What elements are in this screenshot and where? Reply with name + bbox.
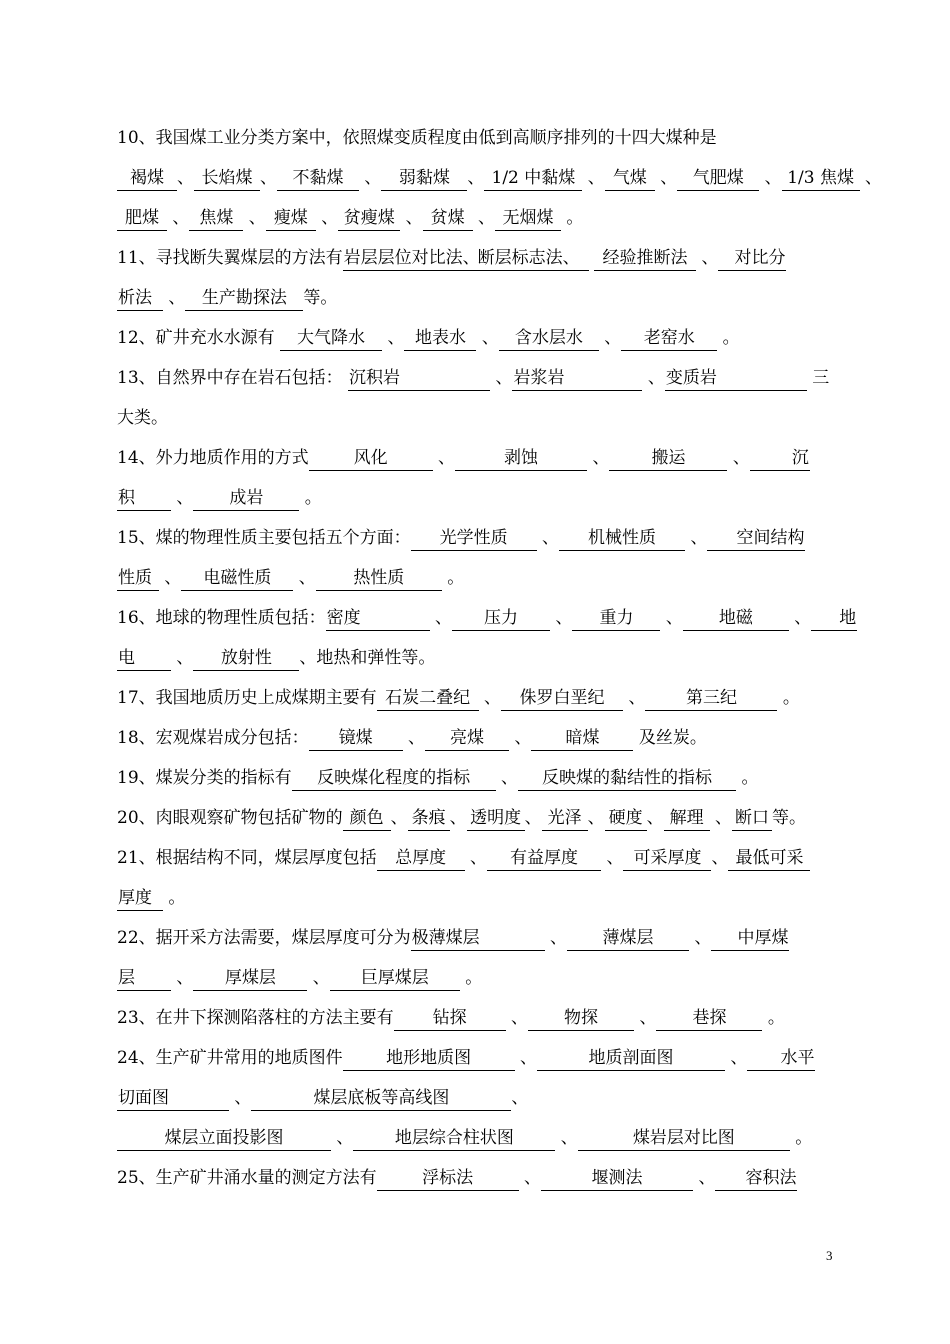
answer-blank: 析法 bbox=[117, 286, 163, 311]
question-text: 20、肉眼观察矿物包括矿物的 bbox=[117, 808, 343, 828]
answer-blank: 放射性 bbox=[193, 646, 299, 671]
answer-blank: 肥煤 bbox=[117, 206, 167, 231]
question-24-cont-1: 切面图 、 煤层底板等高线图 、 bbox=[117, 1082, 835, 1114]
question-13: 13、自然界中存在岩石包括： 沉积岩 、岩浆岩 、变质岩 三 bbox=[117, 362, 835, 394]
answer-blank: 搬运 bbox=[609, 446, 727, 471]
answer-blank: 风化 bbox=[309, 446, 433, 471]
question-13-cont bbox=[117, 402, 835, 434]
answer-blank: 焦煤 bbox=[189, 206, 243, 231]
answer-blank: 煤层立面投影图 bbox=[117, 1126, 331, 1151]
answer-blank: 光学性质 bbox=[411, 526, 537, 551]
answer-blank: 含水层水 bbox=[499, 326, 599, 351]
answer-blank: 可采厚度 bbox=[623, 846, 711, 871]
answer-blank: 颜色 bbox=[343, 806, 391, 831]
question-22: 22、据开采方法需要，煤层厚度可分为极薄煤层 、 薄煤层 、 中厚煤 bbox=[117, 922, 835, 954]
answer-blank: 成岩 bbox=[193, 486, 299, 511]
question-16-cont: 电 、 放射性 、地热和弹性等。 bbox=[117, 642, 835, 674]
answer-blank: 贫瘦煤 bbox=[338, 206, 400, 231]
answer-blank: 硬度 bbox=[605, 806, 647, 831]
question-24-cont-2: 煤层立面投影图 、 地层综合柱状图 、 煤岩层对比图 。 bbox=[117, 1122, 835, 1154]
answer-blank: 煤岩层对比图 bbox=[578, 1126, 790, 1151]
answer-blank: 老窑水 bbox=[621, 326, 717, 351]
question-14: 14、外力地质作用的方式 风化 、 剥蚀 、 搬运 、 沉 bbox=[117, 442, 835, 474]
question-11-cont: 析法 、 生产勘探法 等。 bbox=[117, 282, 835, 314]
question-text: 18、宏观煤岩成分包括： bbox=[117, 728, 309, 748]
answer-blank: 光泽 bbox=[542, 806, 588, 831]
answer-blank: 不黏煤 bbox=[277, 166, 359, 191]
answer-blank: 中厚煤 bbox=[711, 926, 789, 951]
answer-blank: 最低可采 bbox=[728, 846, 810, 871]
answer-blank: 地形地质图 bbox=[343, 1046, 515, 1071]
answer-blank: 巷探 bbox=[656, 1006, 762, 1031]
answer-blank: 暗煤 bbox=[531, 726, 633, 751]
answer-blank: 剥蚀 bbox=[455, 446, 587, 471]
answer-blank: 变质岩 bbox=[665, 366, 807, 391]
question-12: 12、矿井充水水源有 大气降水 、 地表水 、 含水层水 、 老窑水 。 bbox=[117, 322, 835, 354]
question-text: 10、我国煤工业分类方案中，依照煤变质程度由低到高顺序排列的十四大煤种是 bbox=[117, 128, 717, 148]
answer-blank: 地层综合柱状图 bbox=[353, 1126, 555, 1151]
suffix-text: 三 bbox=[812, 368, 830, 388]
question-19: 19、煤炭分类的指标有 反映煤化程度的指标 、 反映煤的黏结性的指标 。 bbox=[117, 762, 835, 794]
answer-blank: 岩浆岩 bbox=[512, 366, 642, 391]
answer-blank: 极薄煤层 bbox=[411, 926, 545, 951]
answer-blank: 断口 bbox=[732, 806, 772, 831]
answer-blank: 性质 bbox=[117, 566, 159, 591]
question-18: 18、宏观煤岩成分包括： 镜煤 、 亮煤 、 暗煤 及丝炭。 bbox=[117, 722, 835, 754]
question-10-answers-2: 肥煤 、 焦煤 、 瘦煤 、 贫瘦煤 、 贫煤 、 无烟煤 。 bbox=[117, 202, 835, 234]
answer-blank: 大气降水 bbox=[280, 326, 382, 351]
suffix-text: 大类。 bbox=[117, 408, 168, 428]
answer-blank: 第三纪 bbox=[645, 686, 777, 711]
answer-blank: 1/2 中黏煤 bbox=[484, 166, 582, 191]
answer-blank: 物探 bbox=[528, 1006, 634, 1031]
answer-blank: 侏罗白垩纪 bbox=[501, 686, 623, 711]
question-text: 22、据开采方法需要，煤层厚度可分为 bbox=[117, 928, 411, 948]
question-23: 23、在井下探测陷落柱的方法主要有 钻探 、 物探 、 巷探 。 bbox=[117, 1002, 835, 1034]
question-21: 21、根据结构不同，煤层厚度包括 总厚度 、 有益厚度 、 可采厚度 、 最低可采 bbox=[117, 842, 835, 874]
question-15-cont: 性质 、 电磁性质 、 热性质 。 bbox=[117, 562, 835, 594]
answer-blank: 无烟煤 bbox=[495, 206, 561, 231]
answer-blank: 反映煤化程度的指标 bbox=[292, 766, 496, 791]
answer-blank: 地质剖面图 bbox=[537, 1046, 725, 1071]
question-16: 16、地球的物理性质包括：密度 、 压力 、 重力 、 地磁 、 地 bbox=[117, 602, 835, 634]
answer-blank: 条痕 bbox=[408, 806, 450, 831]
answer-blank: 地磁 bbox=[683, 606, 789, 631]
question-21-cont: 厚度 。 bbox=[117, 882, 835, 914]
answer-blank: 总厚度 bbox=[377, 846, 465, 871]
answer-blank: 沉 bbox=[750, 446, 810, 471]
answer-blank: 水平 bbox=[747, 1046, 815, 1071]
answer-blank: 解理 bbox=[664, 806, 710, 831]
answer-blank: 石炭二叠纪 bbox=[377, 686, 479, 711]
answer-blank: 巨厚煤层 bbox=[330, 966, 460, 991]
answer-blank: 气肥煤 bbox=[677, 166, 759, 191]
answer-blank: 电 bbox=[117, 646, 171, 671]
answer-blank: 经验推断法 bbox=[594, 246, 696, 271]
question-text: 23、在井下探测陷落柱的方法主要有 bbox=[117, 1008, 394, 1028]
answer-blank: 弱黏煤 bbox=[381, 166, 467, 191]
answer-blank: 压力 bbox=[452, 606, 550, 631]
question-10 bbox=[117, 122, 835, 154]
answer-blank: 积 bbox=[117, 486, 171, 511]
answer-blank: 切面图 bbox=[117, 1086, 229, 1111]
answer-blank: 有益厚度 bbox=[487, 846, 601, 871]
question-text: 15、煤的物理性质主要包括五个方面： bbox=[117, 528, 411, 548]
question-text: 25、生产矿井涌水量的测定方法有 bbox=[117, 1168, 377, 1188]
question-22-cont: 层 、 厚煤层 、 巨厚煤层 。 bbox=[117, 962, 835, 994]
answer-blank: 镜煤 bbox=[309, 726, 403, 751]
suffix-text: 等。 bbox=[772, 808, 807, 828]
page-number: 3 bbox=[826, 1248, 833, 1263]
answer-blank: 气煤 bbox=[605, 166, 655, 191]
answer-blank: 层 bbox=[117, 966, 171, 991]
answer-blank: 岩层层位对比法、 bbox=[343, 246, 477, 271]
suffix-text: 等。 bbox=[303, 288, 338, 308]
question-text: 24、生产矿井常用的地质图件 bbox=[117, 1048, 343, 1068]
question-text: 16、地球的物理性质包括： bbox=[117, 608, 326, 628]
answer-blank: 电磁性质 bbox=[181, 566, 293, 591]
answer-blank: 反映煤的黏结性的指标 bbox=[518, 766, 736, 791]
answer-blank: 地 bbox=[811, 606, 857, 631]
question-17: 17、我国地质历史上成煤期主要有 石炭二叠纪 、 侏罗白垩纪 、 第三纪 。 bbox=[117, 682, 835, 714]
question-text: 12、矿井充水水源有 bbox=[117, 328, 275, 348]
answer-blank: 厚煤层 bbox=[193, 966, 307, 991]
answer-blank: 钻探 bbox=[394, 1006, 506, 1031]
answer-blank: 沉积岩 bbox=[348, 366, 490, 391]
answer-blank: 热性质 bbox=[316, 566, 442, 591]
answer-blank: 煤层底板等高线图 bbox=[251, 1086, 511, 1111]
question-20: 20、肉眼观察矿物包括矿物的 颜色 、 条痕 、 透明度 、 光泽 、 硬度 、 解理 、 断口 等。 bbox=[117, 802, 835, 834]
question-10-answers-1: 褐煤 、 长焰煤 、 不黏煤 、 弱黏煤 、 1/2 中黏煤 、 气煤 、 气肥煤 、 1/3 焦煤 、 bbox=[117, 162, 835, 194]
question-text: 19、煤炭分类的指标有 bbox=[117, 768, 292, 788]
answer-blank: 重力 bbox=[572, 606, 660, 631]
answer-blank: 容积法 bbox=[715, 1166, 797, 1191]
question-text: 11、寻找断失翼煤层的方法有 bbox=[117, 248, 343, 268]
answer-blank: 厚度 bbox=[117, 886, 163, 911]
question-15: 15、煤的物理性质主要包括五个方面： 光学性质 、 机械性质 、 空间结构 bbox=[117, 522, 835, 554]
answer-blank: 机械性质 bbox=[559, 526, 685, 551]
answer-blank: 生产勘探法 bbox=[185, 286, 303, 311]
question-text: 13、自然界中存在岩石包括： bbox=[117, 368, 343, 388]
answer-blank: 薄煤层 bbox=[567, 926, 689, 951]
question-text: 21、根据结构不同，煤层厚度包括 bbox=[117, 848, 377, 868]
suffix-text: 及丝炭。 bbox=[638, 728, 707, 748]
answer-blank: 1/3 焦煤 bbox=[782, 166, 860, 191]
answer-blank: 对比分 bbox=[718, 246, 786, 271]
question-24: 24、生产矿井常用的地质图件 地形地质图 、 地质剖面图 、 水平 bbox=[117, 1042, 835, 1074]
answer-blank: 断层标志法、 bbox=[477, 246, 589, 271]
answer-blank: 亮煤 bbox=[425, 726, 509, 751]
question-11: 11、寻找断失翼煤层的方法有岩层层位对比法、断层标志法、 经验推断法 、 对比分 bbox=[117, 242, 835, 274]
answer-blank: 褐煤 bbox=[117, 166, 177, 191]
answer-blank: 瘦煤 bbox=[266, 206, 316, 231]
answer-blank: 堰测法 bbox=[541, 1166, 693, 1191]
question-25: 25、生产矿井涌水量的测定方法有 浮标法 、 堰测法 、 容积法 bbox=[117, 1162, 835, 1194]
answer-blank: 浮标法 bbox=[377, 1166, 519, 1191]
answer-blank: 空间结构 bbox=[707, 526, 805, 551]
answer-blank: 贫煤 bbox=[423, 206, 473, 231]
answer-blank: 密度 bbox=[326, 606, 430, 631]
suffix-text: 、地热和弹性等。 bbox=[299, 648, 436, 668]
question-14-cont: 积 、 成岩 。 bbox=[117, 482, 835, 514]
answer-blank: 透明度 bbox=[467, 806, 525, 831]
question-text: 14、外力地质作用的方式 bbox=[117, 448, 309, 468]
question-text: 17、我国地质历史上成煤期主要有 bbox=[117, 688, 377, 708]
answer-blank: 地表水 bbox=[404, 326, 476, 351]
answer-blank: 长焰煤 bbox=[194, 166, 260, 191]
